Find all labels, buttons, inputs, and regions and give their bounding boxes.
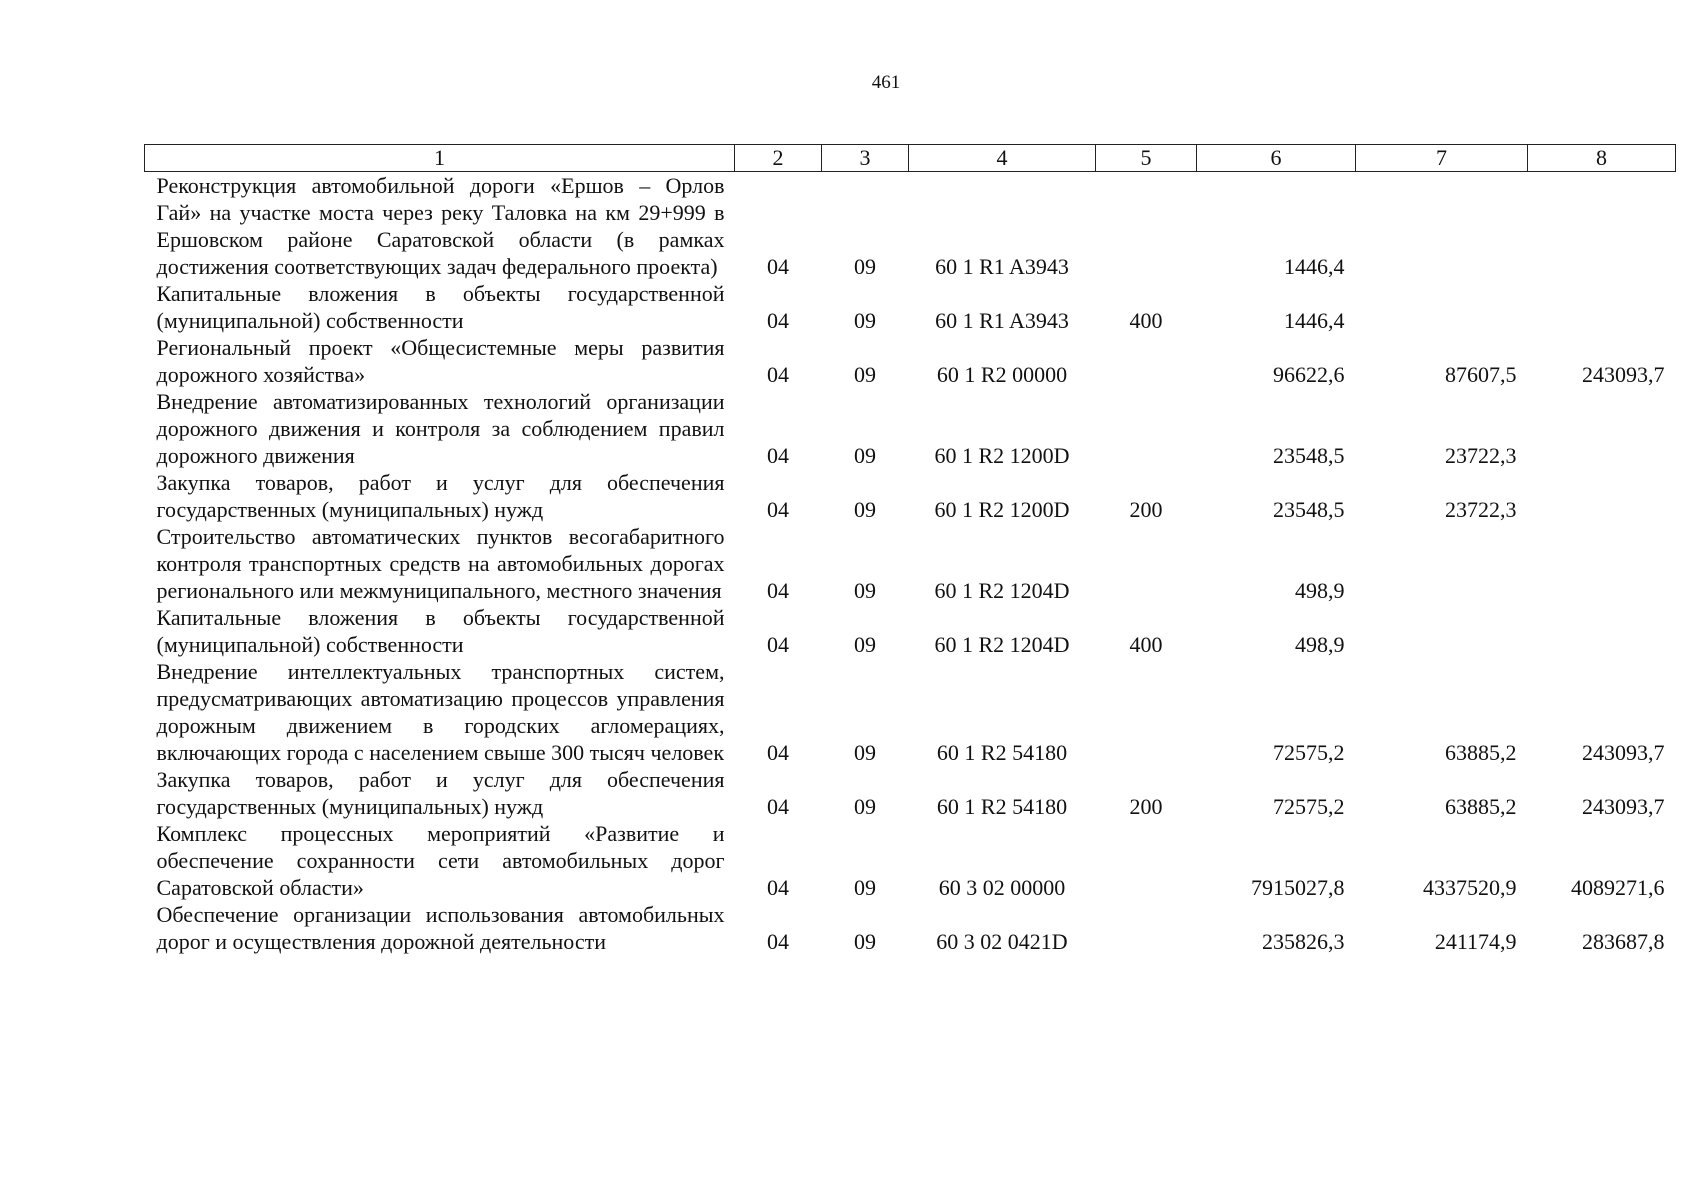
row-subsection: 09 [854,443,876,468]
row-subsection: 09 [854,308,876,333]
row-amount-8 [1528,604,1676,658]
table-row [145,820,1676,901]
row-amount-7: 23722,3 [1445,497,1517,522]
row-target-code: 60 1 R1 A3943 [935,308,1069,333]
row-amount-8: 283687,8 [1582,929,1665,954]
row-amount-7: 63885,2 [1445,794,1517,819]
table-row [145,334,1676,388]
row-amount-7: 63885,2 [1445,740,1517,765]
column-header-8: 8 [1528,145,1676,172]
row-subsection: 09 [854,929,876,954]
row-amount-6: 23548,5 [1273,443,1345,468]
row-target-code: 60 1 R2 54180 [936,740,1068,765]
row-amount-7: 87607,5 [1445,362,1517,387]
row-expense-type: 200 [1129,794,1163,819]
row-amount-7: 23722,3 [1445,443,1517,468]
page-number: 461 [871,72,901,93]
row-amount-8: 243093,7 [1582,362,1665,387]
row-expense-type: 200 [1129,497,1163,522]
budget-table [144,144,1676,955]
row-subsection: 09 [854,632,876,657]
row-amount-6: 96622,6 [1273,362,1345,387]
table-row [145,523,1676,604]
row-target-code: 60 3 02 00000 [938,875,1066,900]
row-amount-8: 243093,7 [1582,740,1665,765]
row-target-code: 60 1 R1 A3943 [935,254,1069,279]
row-expense-type [1096,901,1197,955]
row-amount-8 [1528,280,1676,334]
row-expense-type [1096,820,1197,901]
row-name: Строительство автоматических пунктов весогабаритного контроля транспортных средств на автомобильных дорогах регионального или межмуниципального, местного значения [156,524,725,603]
row-amount-7 [1356,172,1528,281]
row-name: Закупка товаров, работ и услуг для обеспечения государственных (муниципальных) нужд [156,470,725,522]
row-subsection: 09 [854,362,876,387]
row-section: 04 [767,740,789,765]
column-header-7: 7 [1356,145,1528,172]
row-section: 04 [767,929,789,954]
row-section: 04 [767,875,789,900]
row-amount-6: 1446,4 [1284,308,1345,333]
row-amount-6: 72575,2 [1273,740,1345,765]
column-header-3: 3 [822,145,909,172]
column-header-5: 5 [1096,145,1197,172]
row-name: Капитальные вложения в объекты государственной (муниципальной) собственности [156,605,725,657]
row-name: Региональный проект «Общесистемные меры развития дорожного хозяйства» [156,335,725,387]
row-section: 04 [767,578,789,603]
row-subsection: 09 [854,497,876,522]
table-row [145,604,1676,658]
row-target-code: 60 3 02 0421D [936,929,1068,954]
row-target-code: 60 1 R2 1200D [934,443,1070,468]
row-expense-type [1096,172,1197,281]
row-amount-6: 498,9 [1295,578,1345,603]
table-row [145,280,1676,334]
row-amount-6: 7915027,8 [1251,875,1345,900]
row-amount-7: 241174,9 [1434,929,1517,954]
table-row [145,172,1676,281]
row-section: 04 [767,308,789,333]
row-expense-type [1096,658,1197,766]
row-name: Комплекс процессных мероприятий «Развитие и обеспечение сохранности сети автомобильных дорог Саратовской области» [156,821,725,900]
table-row [145,469,1676,523]
row-section: 04 [767,794,789,819]
row-amount-6: 235826,3 [1262,929,1345,954]
row-target-code: 60 1 R2 54180 [936,794,1068,819]
row-expense-type: 400 [1129,308,1163,333]
row-section: 04 [767,632,789,657]
table-row [145,766,1676,820]
row-amount-8 [1528,388,1676,469]
row-amount-8 [1528,172,1676,281]
column-header-6: 6 [1197,145,1356,172]
row-amount-6: 1446,4 [1284,254,1345,279]
table-row [145,901,1676,955]
row-target-code: 60 1 R2 1204D [934,578,1070,603]
row-amount-7 [1356,523,1528,604]
row-amount-6: 498,9 [1295,632,1345,657]
row-name: Внедрение интеллектуальных транспортных систем, предусматривающих автоматизацию процессов управления дорожным движением в городских агломерациях, включающих города с населением свыше 300 тысяч человек [156,659,725,765]
row-subsection: 09 [854,578,876,603]
row-subsection: 09 [854,875,876,900]
header-row [145,145,1676,172]
row-amount-8: 243093,7 [1582,794,1665,819]
row-target-code: 60 1 R2 1204D [934,632,1070,657]
row-name: Внедрение автоматизированных технологий организации дорожного движения и контроля за соблюдением правил дорожного движения [156,389,725,468]
row-amount-8 [1528,469,1676,523]
row-amount-7 [1356,280,1528,334]
row-name: Обеспечение организации использования автомобильных дорог и осуществления дорожной деятельности [156,902,725,954]
row-expense-type: 400 [1129,632,1163,657]
table-header [145,145,1676,172]
column-header-2: 2 [735,145,822,172]
row-target-code: 60 1 R2 00000 [936,362,1068,387]
column-header-1: 1 [145,145,735,172]
row-target-code: 60 1 R2 1200D [934,497,1070,522]
row-expense-type [1096,334,1197,388]
row-amount-6: 23548,5 [1273,497,1345,522]
column-header-4: 4 [909,145,1096,172]
row-subsection: 09 [854,254,876,279]
row-name: Закупка товаров, работ и услуг для обеспечения государственных (муниципальных) нужд [156,767,725,819]
row-name: Капитальные вложения в объекты государственной (муниципальной) собственности [156,281,725,333]
table-body [145,172,1676,956]
row-section: 04 [767,254,789,279]
row-section: 04 [767,497,789,522]
row-expense-type [1096,523,1197,604]
table-row [145,658,1676,766]
table-row [145,388,1676,469]
row-amount-6: 72575,2 [1273,794,1345,819]
row-section: 04 [767,362,789,387]
row-subsection: 09 [854,794,876,819]
row-name: Реконструкция автомобильной дороги «Ершов – Орлов Гай» на участке моста через реку Таловка на км 29+999 в Ершовском районе Саратовской области (в рамках достижения соответствующих задач федерального проекта) [156,173,725,279]
row-subsection: 09 [854,740,876,765]
row-section: 04 [767,443,789,468]
row-amount-7: 4337520,9 [1423,875,1517,900]
row-amount-8: 4089271,6 [1571,875,1665,900]
row-amount-7 [1356,604,1528,658]
row-expense-type [1096,388,1197,469]
row-amount-8 [1528,523,1676,604]
